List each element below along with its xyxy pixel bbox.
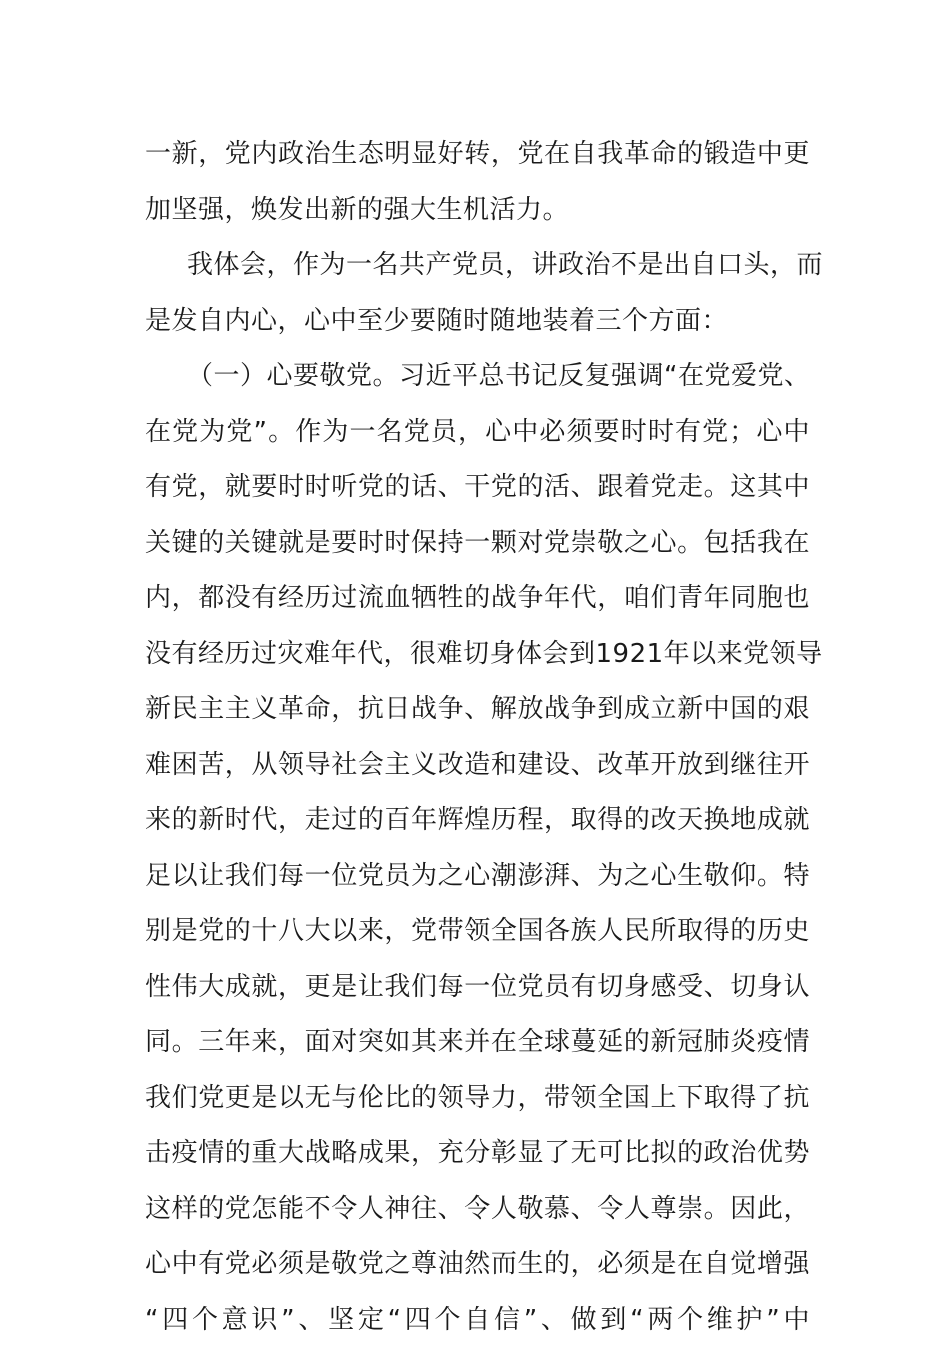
text-line: 来的新时代，走过的百年辉煌历程，取得的改天换地成就: [145, 793, 810, 849]
text-line: 加坚强，焕发出新的强大生机活力。: [145, 183, 810, 239]
text-line: 别是党的十八大以来，党带领全国各族人民所取得的历史: [145, 904, 810, 960]
text-line: 是发自内心，心中至少要随时随地装着三个方面：: [145, 294, 810, 350]
text-line: 内，都没有经历过流血牺牲的战争年代，咱们青年同胞也: [145, 571, 810, 627]
text-line: “四个意识”、坚定“四个自信”、做到“两个维护”中: [145, 1293, 810, 1348]
text-line: 足以让我们每一位党员为之心潮澎湃、为之心生敬仰。特: [145, 849, 810, 905]
text-line: 同。三年来，面对突如其来并在全球蔓延的新冠肺炎疫情: [145, 1015, 810, 1071]
text-line: 一新，党内政治生态明显好转，党在自我革命的锻造中更: [145, 127, 810, 183]
text-line: 性伟大成就，更是让我们每一位党员有切身感受、切身认: [145, 960, 810, 1016]
text-line: （一）心要敬党。习近平总书记反复强调“在党爱党、: [145, 349, 810, 405]
text-line: 在党为党”。作为一名党员，心中必须要时时有党；心中: [145, 405, 810, 461]
text-line: 我体会，作为一名共产党员，讲政治不是出自口头，而: [145, 238, 810, 294]
body-text: [145, 127, 810, 1348]
text-line: 心中有党必须是敬党之尊油然而生的，必须是在自觉增强: [145, 1237, 810, 1293]
text-line: 新民主主义革命，抗日战争、解放战争到成立新中国的艰: [145, 682, 810, 738]
text-line: 击疫情的重大战略成果，充分彰显了无可比拟的政治优势: [145, 1126, 810, 1182]
text-line: 我们党更是以无与伦比的领导力，带领全国上下取得了抗: [145, 1071, 810, 1127]
text-line: 有党，就要时时听党的话、干党的活、跟着党走。这其中: [145, 460, 810, 516]
text-line: 关键的关键就是要时时保持一颗对党崇敬之心。包括我在: [145, 516, 810, 572]
text-line: 没有经历过灾难年代，很难切身体会到1921年以来党领导: [145, 627, 810, 683]
text-line: 难困苦，从领导社会主义改造和建设、改革开放到继往开: [145, 738, 810, 794]
text-line: 这样的党怎能不令人神往、令人敬慕、令人尊崇。因此，: [145, 1182, 810, 1238]
